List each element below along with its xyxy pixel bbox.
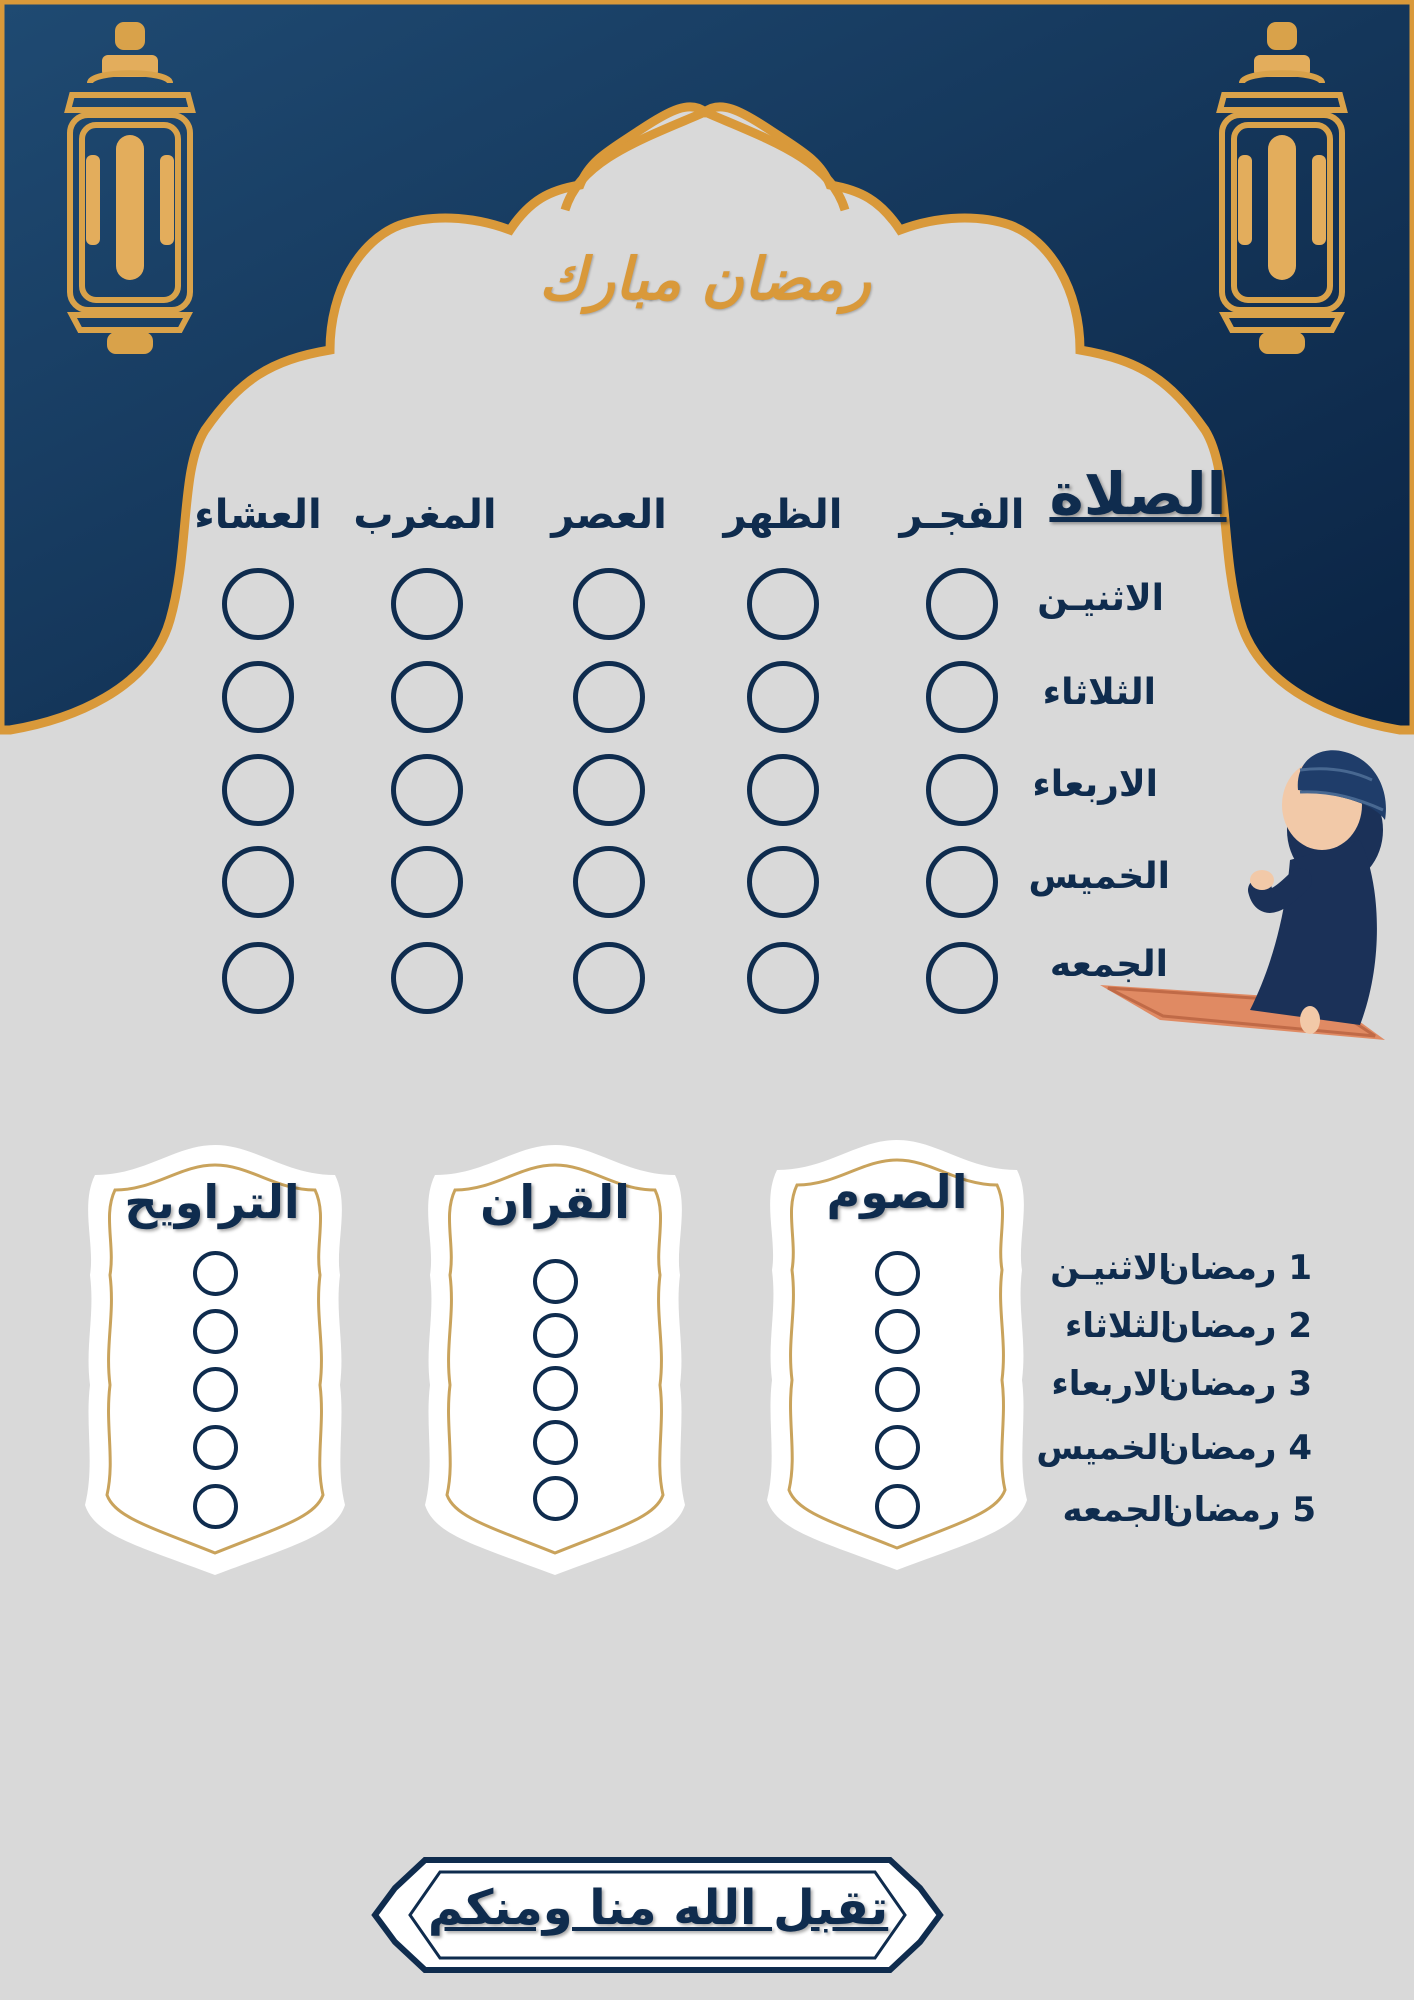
checkbox-fasting-day-1[interactable] [875,1251,920,1296]
checkbox-isha-day-3[interactable] [222,754,294,826]
checkbox-taraweeh-day-4[interactable] [193,1425,238,1470]
checkbox-fajr-day-2[interactable] [926,661,998,733]
checkbox-taraweeh-day-3[interactable] [193,1367,238,1412]
checkbox-taraweeh-day-2[interactable] [193,1309,238,1354]
schedule-day-5: 5 رمضان [1164,1490,1316,1530]
box-title-quran: القران [480,1175,630,1229]
checkbox-asr-day-3[interactable] [573,754,645,826]
checkbox-quran-day-3[interactable] [533,1366,578,1411]
checkbox-isha-day-1[interactable] [222,568,294,640]
schedule-weekday-4: الخميس [1036,1428,1170,1468]
row-monday: الاثنيـن [1037,578,1164,619]
checkbox-dhuhr-day-5[interactable] [747,942,819,1014]
schedule-weekday-1: الاثنيـن [1050,1248,1170,1288]
column-isha: العشاء [194,492,322,538]
checkbox-fajr-day-1[interactable] [926,568,998,640]
checkbox-quran-day-2[interactable] [533,1313,578,1358]
checkbox-fajr-day-5[interactable] [926,942,998,1014]
schedule-weekday-3: الاربعاء [1051,1364,1170,1404]
column-dhuhr: الظهر [723,492,843,538]
checkbox-maghrib-day-5[interactable] [391,942,463,1014]
column-asr: العصر [551,492,667,538]
checkbox-isha-day-2[interactable] [222,661,294,733]
checkbox-dhuhr-day-4[interactable] [747,846,819,918]
schedule-weekday-2: الثلاثاء [1064,1306,1172,1346]
footer-blessing: تقبل الله منا ومنكم [427,1880,889,1936]
schedule-day-3: 3 رمضان [1160,1364,1312,1404]
prayer-title: الصلاة [1049,460,1227,528]
schedule-day-2: 2 رمضان [1160,1306,1312,1346]
checkbox-isha-day-5[interactable] [222,942,294,1014]
row-thursday: الخميس [1028,856,1170,897]
schedule-weekday-5: الجمعه [1062,1490,1174,1530]
checkbox-asr-day-4[interactable] [573,846,645,918]
checkbox-fajr-day-3[interactable] [926,754,998,826]
box-title-fasting: الصوم [826,1165,968,1219]
checkbox-maghrib-day-1[interactable] [391,568,463,640]
checkbox-quran-day-1[interactable] [533,1259,578,1304]
row-friday: الجمعه [1049,944,1168,985]
column-maghrib: المغرب [353,492,497,538]
schedule-day-4: 4 رمضان [1160,1428,1312,1468]
column-fajr: الفجـر [899,492,1025,538]
schedule-day-1: 1 رمضان [1160,1248,1312,1288]
checkbox-isha-day-4[interactable] [222,846,294,918]
checkbox-fasting-day-5[interactable] [875,1484,920,1529]
box-title-taraweeh: التراويح [124,1175,300,1229]
checkbox-maghrib-day-3[interactable] [391,754,463,826]
checkbox-fasting-day-4[interactable] [875,1425,920,1470]
checkbox-asr-day-1[interactable] [573,568,645,640]
row-wednesday: الاربعاء [1032,764,1158,805]
checkbox-taraweeh-day-5[interactable] [193,1484,238,1529]
ramadan-greeting: رمضان مبارك [539,245,871,313]
checkbox-maghrib-day-4[interactable] [391,846,463,918]
checkbox-quran-day-5[interactable] [533,1476,578,1521]
checkbox-fajr-day-4[interactable] [926,846,998,918]
checkbox-dhuhr-day-3[interactable] [747,754,819,826]
checkbox-maghrib-day-2[interactable] [391,661,463,733]
checkbox-asr-day-2[interactable] [573,661,645,733]
checkbox-dhuhr-day-1[interactable] [747,568,819,640]
checkbox-quran-day-4[interactable] [533,1420,578,1465]
row-tuesday: الثلاثاء [1042,672,1156,713]
checkbox-asr-day-5[interactable] [573,942,645,1014]
checkbox-dhuhr-day-2[interactable] [747,661,819,733]
checkbox-fasting-day-2[interactable] [875,1309,920,1354]
checkbox-taraweeh-day-1[interactable] [193,1251,238,1296]
checkbox-fasting-day-3[interactable] [875,1367,920,1412]
